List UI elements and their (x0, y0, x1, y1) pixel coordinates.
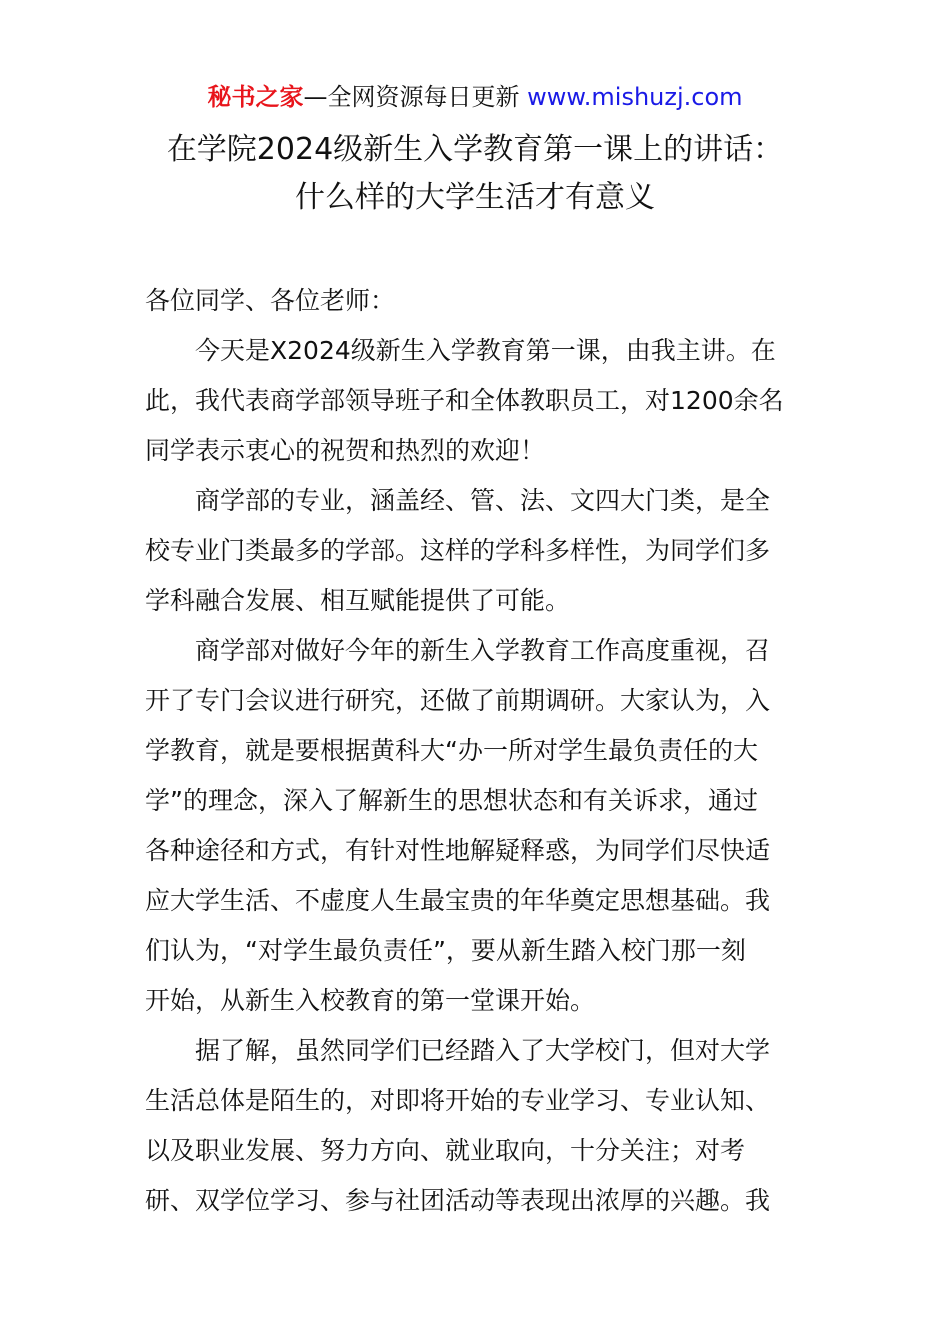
paragraph-3-line: 开始，从新生入校教育的第一堂课开始。 (145, 986, 596, 1015)
paragraph-4-line: 以及职业发展、努力方向、就业取向，十分关注；对考 (145, 1136, 746, 1165)
paragraph-3-line: 商学部对做好今年的新生入学教育工作高度重视，召 (195, 636, 771, 665)
paragraph-3-line: 应大学生活、不虚度人生最宝贵的年华奠定思想基础。我 (145, 886, 771, 915)
paragraph-1-line: 同学表示衷心的祝贺和热烈的欢迎！ (145, 436, 546, 465)
document-title-line-1: 在学院2024级新生入学教育第一课上的讲话： (166, 132, 784, 167)
paragraph-2-line: 学科融合发展、相互赋能提供了可能。 (145, 586, 571, 615)
site-tagline: —全网资源每日更新 (303, 83, 528, 111)
paragraph-3-line: 们认为，“对学生最负责任”，要从新生踏入校门那一刻 (145, 936, 746, 965)
paragraph-4-line: 生活总体是陌生的，对即将开始的专业学习、专业认知、 (145, 1086, 771, 1115)
site-url-link[interactable]: www.mishuzj.com (527, 83, 743, 111)
paragraph-4-line: 研、双学位学习、参与社团活动等表现出浓厚的兴趣。我 (145, 1186, 771, 1215)
site-header (0, 80, 950, 114)
paragraph-2-line: 商学部的专业，涵盖经、管、法、文四大门类，是全 (195, 486, 771, 515)
paragraph-2-line: 校专业门类最多的学部。这样的学科多样性，为同学们多 (145, 536, 771, 565)
document-body (145, 276, 810, 1226)
salutation-line: 各位同学、各位老师： (145, 286, 396, 315)
paragraph-1-line: 此，我代表商学部领导班子和全体教职员工，对1200余名 (145, 386, 784, 415)
paragraph-3-line: 学”的理念，深入了解新生的思想状态和有关诉求，通过 (145, 786, 758, 815)
paragraph-3-line: 学教育，就是要根据黄科大“办一所对学生最负责任的大 (145, 736, 758, 765)
site-brand: 秘书之家 (207, 83, 304, 111)
paragraph-3-line: 各种途径和方式，有针对性地解疑释惑，为同学们尽快适 (145, 836, 771, 865)
paragraph-1-line: 今天是X2024级新生入学教育第一课，由我主讲。在 (195, 336, 776, 365)
paragraph-4-line: 据了解，虽然同学们已经踏入了大学校门，但对大学 (195, 1036, 771, 1065)
paragraph-3-line: 开了专门会议进行研究，还做了前期调研。大家认为，入 (145, 686, 771, 715)
document-title-line-2: 什么样的大学生活才有意义 (295, 180, 655, 215)
